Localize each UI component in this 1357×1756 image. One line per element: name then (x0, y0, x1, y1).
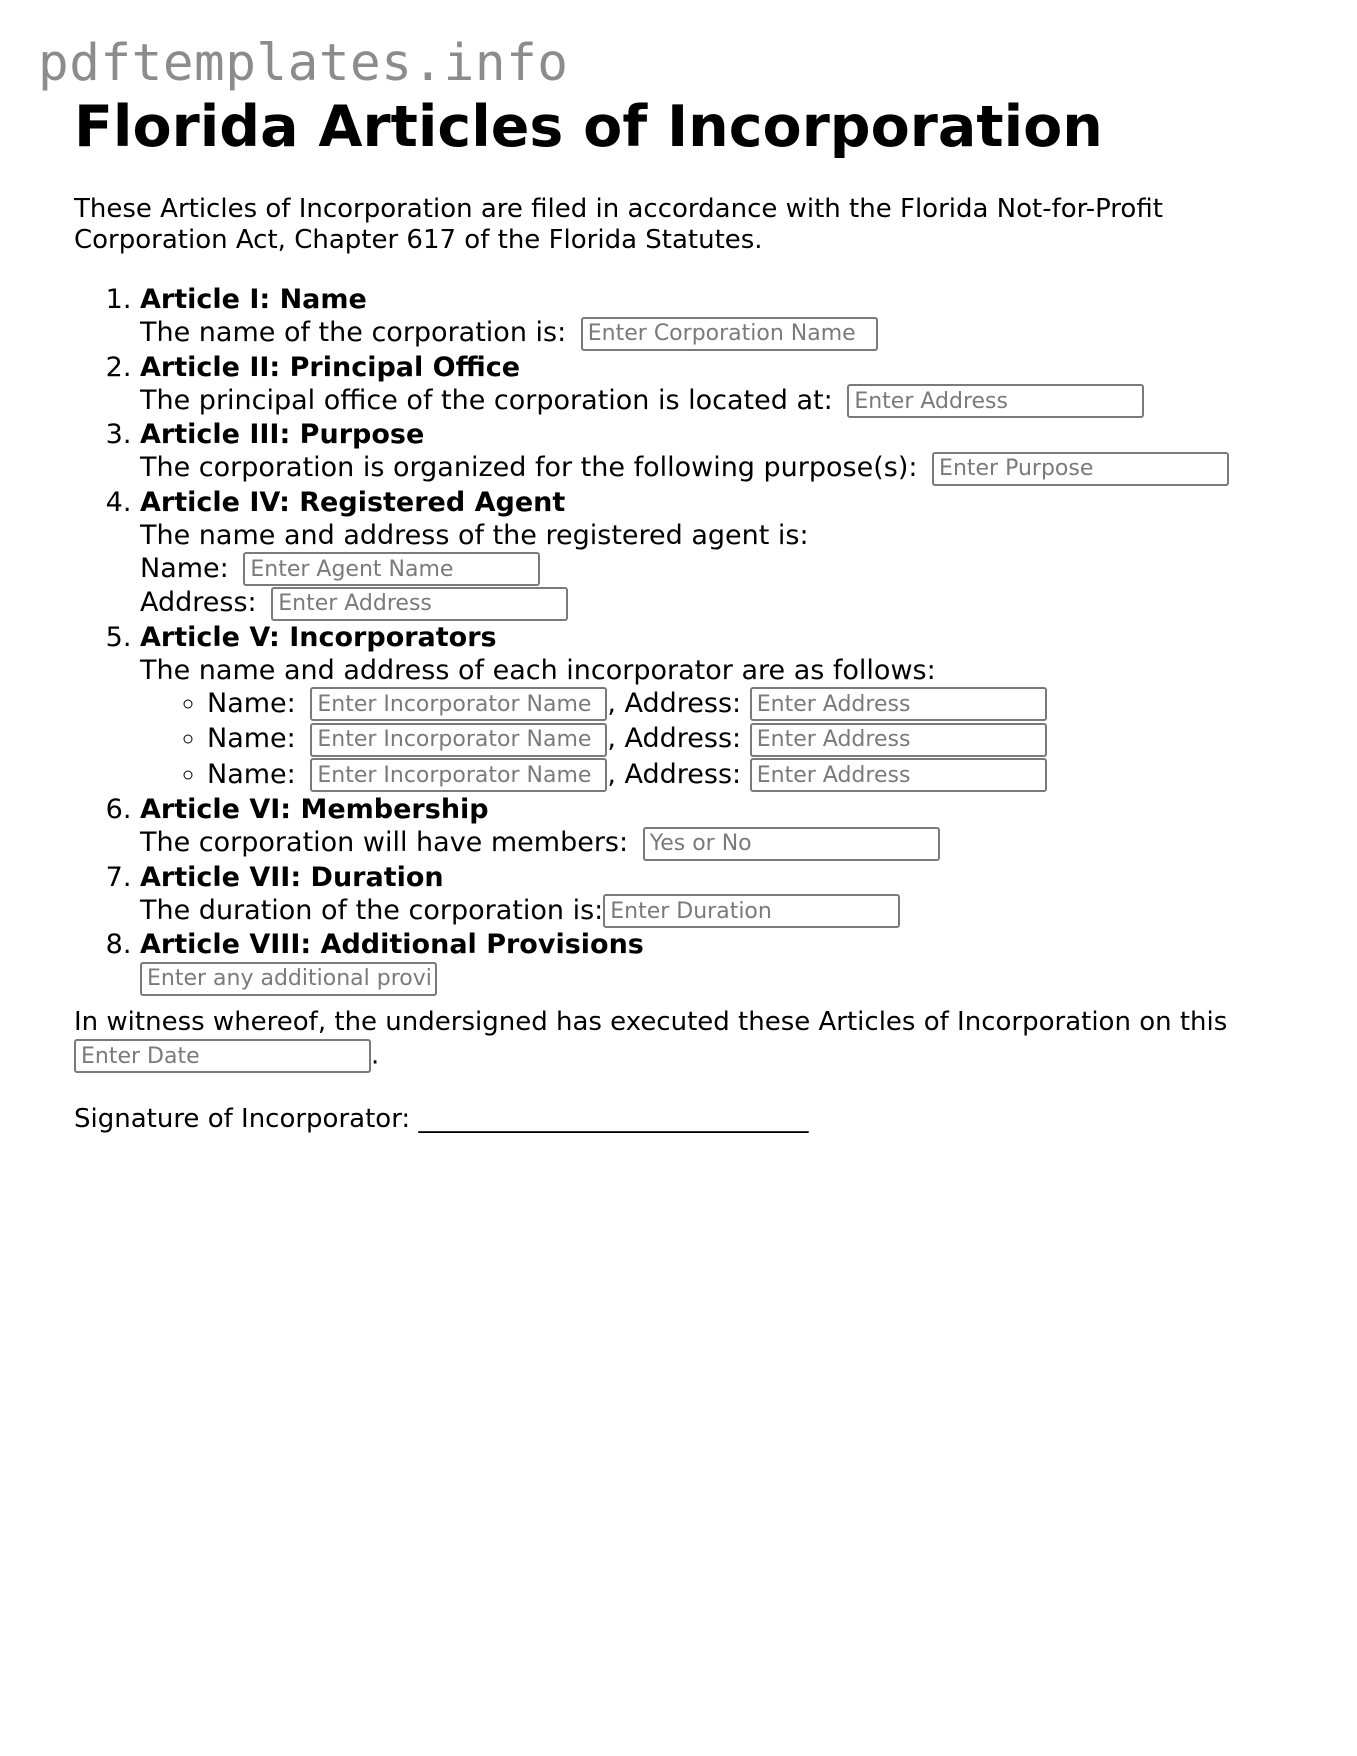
article-3-text: The corporation is organized for the following purpose(s): (140, 452, 918, 483)
article-8 (140, 928, 1357, 996)
incorporator-address-label: , Address: (607, 758, 742, 790)
date-input[interactable] (74, 1039, 371, 1073)
incorporator-2-address-input[interactable] (750, 723, 1047, 757)
signature-line (74, 1103, 808, 1136)
agent-name-label: Name: (140, 552, 229, 584)
incorporator-1-name-input[interactable] (310, 687, 607, 721)
incorporator-1-address-input[interactable] (750, 687, 1047, 721)
witness-period: . (371, 1040, 380, 1071)
article-7-title: 7. Article VII: Duration (140, 861, 444, 893)
article-7-text: The duration of the corporation is: (140, 894, 604, 926)
incorporator-name-label: Name: (207, 723, 296, 754)
article-2-text: The principal office of the corporation is located at: (140, 384, 833, 416)
incorporator-name-label: Name: (207, 758, 296, 790)
article-5-title: 5. Article V: Incorporators (140, 621, 497, 653)
articles-list (74, 283, 1357, 996)
article-2 (140, 351, 1357, 419)
article-5 (140, 621, 1357, 793)
article-4-title: 4. Article IV: Registered Agent (140, 486, 566, 518)
witness-clause (74, 1006, 1324, 1073)
incorporator-2-name-input[interactable] (310, 723, 607, 757)
article-4-text: The name and address of the registered agent is: (140, 519, 809, 551)
agent-address-label: Address: (140, 587, 257, 618)
page-title: Florida Articles of Incorporation (74, 94, 1103, 160)
purpose-input[interactable] (932, 452, 1229, 486)
witness-text: In witness whereof, the undersigned has executed these Articles of Incorporation on this (74, 1007, 1228, 1037)
intro-paragraph: These Articles of Incorporation are filed in accordance with the Florida Not-for-Profit Corporation Act, Chapter 617 of the Florida Statutes. (74, 194, 1163, 255)
corporation-name-input[interactable] (581, 317, 878, 351)
principal-address-input[interactable] (847, 384, 1144, 418)
article-7 (140, 861, 1357, 929)
incorporator-name-label: Name: (207, 687, 296, 719)
incorporator-row (207, 687, 1357, 722)
article-3 (140, 418, 1357, 486)
article-8-title: 8. Article VIII: Additional Provisions (140, 929, 644, 960)
article-5-text: The name and address of each incorporator are as follows: (140, 654, 936, 686)
incorporator-row (207, 722, 1357, 757)
additional-provisions-input[interactable] (140, 962, 437, 996)
article-4 (140, 486, 1357, 621)
duration-input[interactable] (603, 894, 900, 928)
incorporator-address-label: , Address: (607, 687, 742, 719)
article-6-text: The corporation will have members: (140, 827, 629, 858)
agent-name-input[interactable] (243, 552, 540, 586)
incorporator-3-name-input[interactable] (310, 758, 607, 792)
article-2-title: 2. Article II: Principal Office (140, 351, 521, 383)
signature-blank: ______________________________ (418, 1104, 809, 1134)
watermark: pdftemplates.info (38, 34, 569, 93)
incorporator-3-address-input[interactable] (750, 758, 1047, 792)
article-3-title: 3. Article III: Purpose (140, 419, 425, 450)
article-6 (140, 793, 1357, 861)
incorporator-address-label: , Address: (607, 723, 742, 754)
incorporators-list (140, 687, 1357, 793)
article-1-text: The name of the corporation is: (140, 317, 567, 348)
article-6-title: 6. Article VI: Membership (140, 794, 489, 825)
membership-input[interactable] (643, 827, 940, 861)
signature-label: Signature of Incorporator: (74, 1104, 411, 1134)
agent-address-input[interactable] (271, 587, 568, 621)
article-1 (140, 283, 1357, 351)
incorporator-row (207, 758, 1357, 793)
article-1-title: 1. Article I: Name (140, 284, 367, 315)
